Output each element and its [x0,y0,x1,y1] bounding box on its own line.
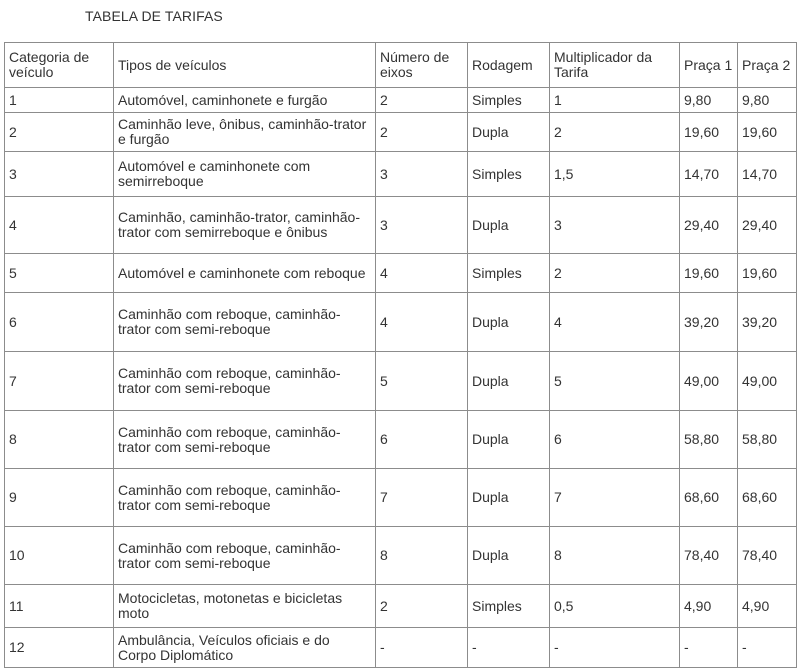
cell-wheels: Dupla [468,411,550,469]
cell-category: 4 [5,197,114,254]
cell-wheels: - [468,628,550,668]
cell-plaza-2: 29,40 [738,197,797,254]
cell-axles: - [376,628,468,668]
cell-category: 3 [5,152,114,197]
cell-plaza-1: 68,60 [680,469,738,527]
table-row [5,254,797,293]
cell-multiplier: 2 [550,254,680,293]
cell-plaza-2: 9,80 [738,88,797,113]
cell-wheels: Dupla [468,469,550,527]
cell-vehicle-types: Caminhão com reboque, caminhão-trator com semi-reboque [114,527,376,585]
cell-plaza-2: 49,00 [738,352,797,411]
cell-wheels: Simples [468,254,550,293]
cell-wheels: Simples [468,152,550,197]
page-title: TABELA DE TARIFAS [85,8,223,24]
cell-axles: 5 [376,352,468,411]
cell-multiplier: 1,5 [550,152,680,197]
cell-multiplier: 1 [550,88,680,113]
cell-plaza-2: 4,90 [738,585,797,628]
cell-wheels: Dupla [468,197,550,254]
cell-plaza-1: 19,60 [680,113,738,152]
cell-vehicle-types: Ambulância, Veículos oficiais e do Corpo Diplomático [114,628,376,668]
table-row [5,293,797,352]
cell-category: 2 [5,113,114,152]
table-row [5,628,797,668]
cell-multiplier: 4 [550,293,680,352]
cell-category: 7 [5,352,114,411]
cell-wheels: Dupla [468,527,550,585]
table-row [5,352,797,411]
cell-axles: 2 [376,88,468,113]
cell-multiplier: 7 [550,469,680,527]
cell-plaza-1: 19,60 [680,254,738,293]
table-row [5,527,797,585]
cell-multiplier: 2 [550,113,680,152]
cell-axles: 8 [376,527,468,585]
table-row [5,152,797,197]
cell-vehicle-types: Caminhão leve, ônibus, caminhão-trator e furgão [114,113,376,152]
cell-vehicle-types: Automóvel, caminhonete e furgão [114,88,376,113]
cell-plaza-2: 78,40 [738,527,797,585]
cell-plaza-1: 4,90 [680,585,738,628]
table-header [5,43,797,88]
header-plaza-2: Praça 2 [738,43,797,88]
cell-axles: 7 [376,469,468,527]
cell-plaza-2: 14,70 [738,152,797,197]
cell-multiplier: 5 [550,352,680,411]
cell-multiplier: 0,5 [550,585,680,628]
cell-plaza-2: 58,80 [738,411,797,469]
header-vehicle-types: Tipos de veículos [114,43,376,88]
cell-plaza-2: - [738,628,797,668]
cell-wheels: Simples [468,88,550,113]
cell-plaza-1: 39,20 [680,293,738,352]
table-row [5,88,797,113]
cell-category: 12 [5,628,114,668]
cell-wheels: Simples [468,585,550,628]
cell-axles: 4 [376,293,468,352]
cell-plaza-2: 39,20 [738,293,797,352]
cell-category: 9 [5,469,114,527]
cell-vehicle-types: Automóvel e caminhonete com reboque [114,254,376,293]
cell-multiplier: 6 [550,411,680,469]
cell-category: 1 [5,88,114,113]
cell-plaza-1: 58,80 [680,411,738,469]
cell-axles: 4 [376,254,468,293]
cell-vehicle-types: Caminhão com reboque, caminhão-trator com semi-reboque [114,352,376,411]
cell-category: 5 [5,254,114,293]
cell-multiplier: 8 [550,527,680,585]
cell-plaza-1: 78,40 [680,527,738,585]
cell-axles: 3 [376,197,468,254]
cell-category: 8 [5,411,114,469]
cell-vehicle-types: Caminhão com reboque, caminhão-trator com semi-reboque [114,293,376,352]
table-row [5,469,797,527]
cell-axles: 3 [376,152,468,197]
cell-wheels: Dupla [468,113,550,152]
cell-category: 11 [5,585,114,628]
cell-plaza-1: 49,00 [680,352,738,411]
cell-vehicle-types: Caminhão com reboque, caminhão-trator com semi-reboque [114,469,376,527]
header-plaza-1: Praça 1 [680,43,738,88]
cell-axles: 6 [376,411,468,469]
tariff-table [4,42,797,668]
header-axles: Número de eixos [376,43,468,88]
cell-vehicle-types: Caminhão com reboque, caminhão-trator com semi-reboque [114,411,376,469]
table-row [5,197,797,254]
table-row [5,411,797,469]
cell-wheels: Dupla [468,293,550,352]
cell-category: 10 [5,527,114,585]
cell-plaza-2: 19,60 [738,113,797,152]
cell-axles: 2 [376,585,468,628]
cell-category: 6 [5,293,114,352]
table-row [5,113,797,152]
header-row [5,43,797,88]
cell-vehicle-types: Automóvel e caminhonete com semirreboque [114,152,376,197]
header-multiplier: Multiplicador da Tarifa [550,43,680,88]
cell-multiplier: 3 [550,197,680,254]
header-category: Categoria de veículo [5,43,114,88]
cell-axles: 2 [376,113,468,152]
cell-plaza-1: 14,70 [680,152,738,197]
cell-plaza-1: 29,40 [680,197,738,254]
cell-multiplier: - [550,628,680,668]
cell-vehicle-types: Motocicletas, motonetas e bicicletas moto [114,585,376,628]
cell-plaza-2: 68,60 [738,469,797,527]
cell-plaza-2: 19,60 [738,254,797,293]
table-body [5,88,797,668]
cell-plaza-1: - [680,628,738,668]
header-wheels: Rodagem [468,43,550,88]
cell-vehicle-types: Caminhão, caminhão-trator, caminhão-trator com semirreboque e ônibus [114,197,376,254]
cell-wheels: Dupla [468,352,550,411]
table-row [5,585,797,628]
cell-plaza-1: 9,80 [680,88,738,113]
